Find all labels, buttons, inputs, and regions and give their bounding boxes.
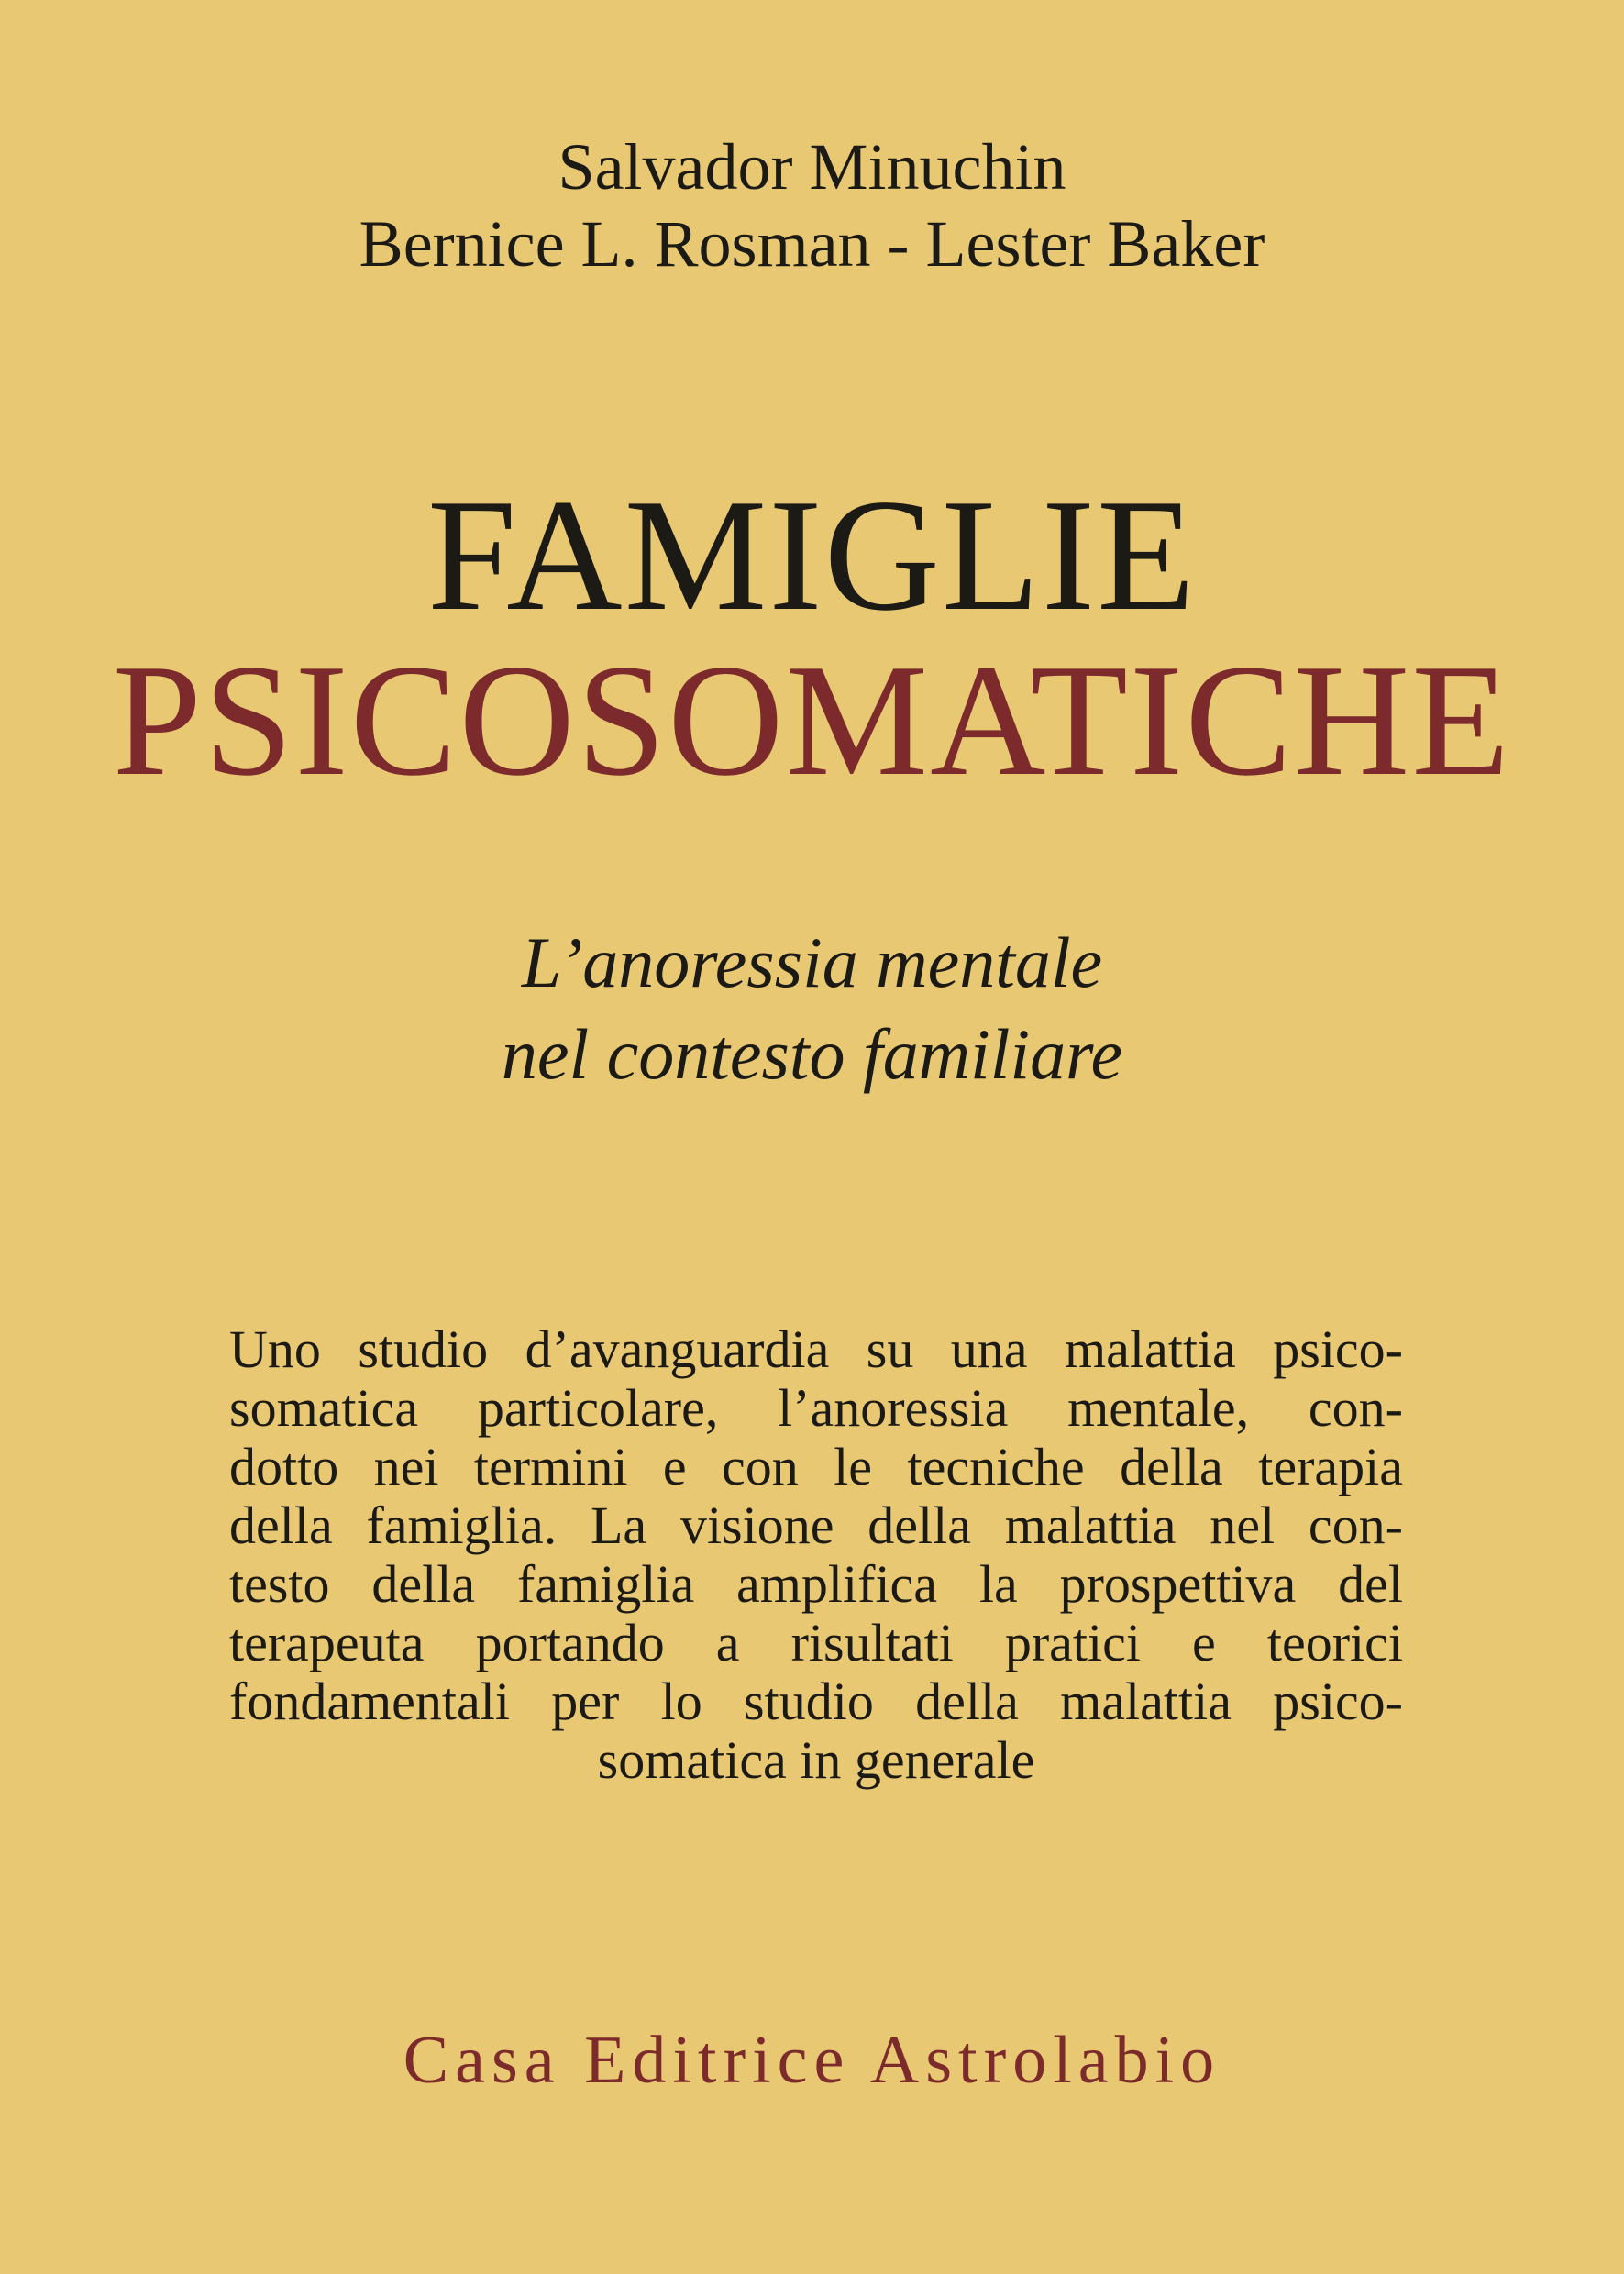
- subtitle-line: nel contesto familiare: [501, 1014, 1123, 1094]
- author-line: Salvador Minuchin: [558, 130, 1066, 204]
- publisher-name: Casa Editrice Astrolabio: [403, 2023, 1221, 2098]
- book-title: [0, 466, 1624, 809]
- author-line: Bernice L. Rosman - Lester Baker: [359, 207, 1265, 281]
- blurb-line: terapeuta portando a risultati pratici e teorici: [229, 1613, 1403, 1672]
- blurb-line: Uno studio d’avanguardia su una malattia psico-: [229, 1319, 1403, 1379]
- author-block: [0, 128, 1624, 282]
- book-subtitle: [0, 917, 1624, 1100]
- cover-blurb: [229, 1320, 1403, 1790]
- blurb-line: fondamentali per lo studio della malattia psico-: [229, 1672, 1403, 1731]
- subtitle-line: L’anoressia mentale: [521, 922, 1103, 1002]
- blurb-line: somatica particolare, l’anoressia mentale, con-: [229, 1378, 1403, 1438]
- title-line-1: FAMIGLIE: [426, 466, 1198, 644]
- blurb-line: testo della famiglia amplifica la prospettiva del: [229, 1554, 1403, 1614]
- title-line-2: PSICOSOMATICHE: [112, 631, 1512, 809]
- blurb-line: somatica in generale: [597, 1730, 1035, 1790]
- blurb-line: dotto nei termini e con le tecniche della terapia: [229, 1437, 1403, 1496]
- blurb-line: della famiglia. La visione della malattia nel con-: [229, 1496, 1403, 1555]
